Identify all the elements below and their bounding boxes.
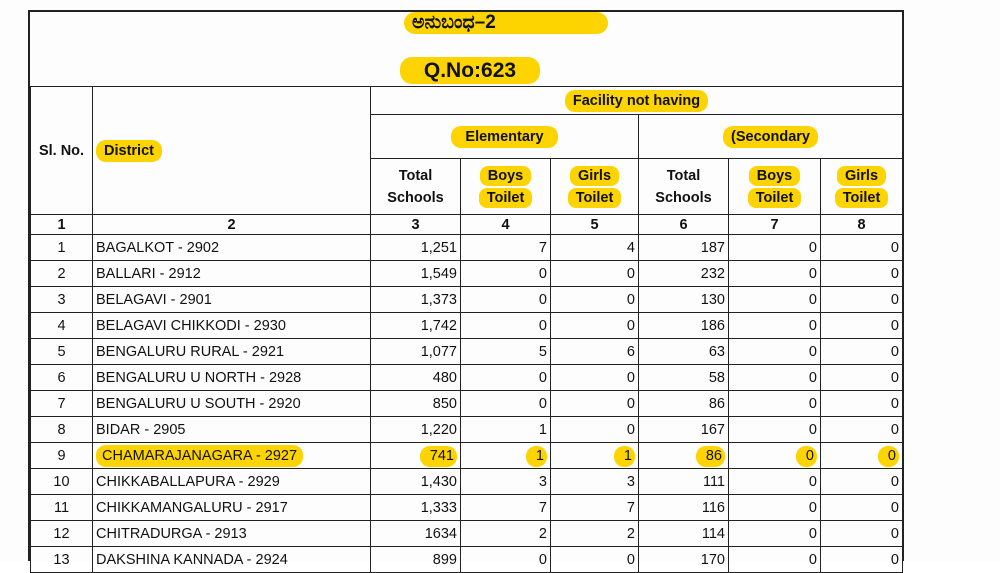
cell-district-value: BALLARI - 2912 [96,265,201,282]
cell-el-total-value: 1,742 [420,317,457,334]
cell-el-total-value: 1,251 [420,239,457,256]
cell-sec-girls [821,339,903,365]
cell-sec-total [639,313,729,339]
cell-sec-girls-value: 0 [890,265,899,282]
cell-sl [31,495,93,521]
cell-el-total-value: 1,333 [420,499,457,516]
cell-el-boys [461,287,551,313]
cell-sec-boys-value: 0 [808,551,817,568]
col-number-5: 5 [551,215,639,235]
cell-sec-boys-value: 0 [808,265,817,282]
table-row [31,547,903,573]
cell-el-total [371,495,461,521]
cell-sl-value: 2 [57,265,66,282]
cell-sl [31,339,93,365]
cell-district [93,443,371,469]
header-el-girls [551,159,639,215]
cell-el-total-value: 1,430 [420,473,457,490]
cell-sec-boys-value: 0 [808,473,817,490]
col-number-3: 3 [371,215,461,235]
cell-el-girls-value: 1 [614,446,635,467]
cell-sl [31,443,93,469]
cell-el-total [371,469,461,495]
cell-el-boys-value: 0 [538,369,547,386]
cell-district-value: CHIKKABALLAPURA - 2929 [96,473,280,490]
header-elementary-label: Elementary [451,126,557,148]
cell-district [93,521,371,547]
cell-el-girls-value: 0 [626,265,635,282]
cell-el-total [371,261,461,287]
cell-district-value: CHAMARAJANAGARA - 2927 [96,445,303,467]
cell-el-girls [551,443,639,469]
cell-sec-boys [729,261,821,287]
cell-el-girls [551,287,639,313]
cell-sec-boys-value: 0 [808,395,817,412]
cell-sl [31,235,93,261]
cell-sec-boys-value: 0 [808,421,817,438]
cell-sl-value: 7 [57,395,66,412]
cell-sec-girls-value: 0 [890,369,899,386]
table-row [31,417,903,443]
cell-el-boys [461,469,551,495]
cell-sec-total-value: 58 [708,369,725,386]
cell-sec-boys [729,417,821,443]
cell-district [93,339,371,365]
cell-sl-value: 4 [57,317,66,334]
cell-el-total [371,391,461,417]
col-number-4: 4 [461,215,551,235]
cell-el-girls [551,417,639,443]
cell-sl-value: 3 [57,291,66,308]
cell-el-total [371,547,461,573]
cell-sec-girls-value: 0 [890,395,899,412]
cell-sec-total [639,495,729,521]
cell-el-total [371,287,461,313]
cell-sec-total-value: 167 [700,421,725,438]
cell-sl [31,547,93,573]
cell-sec-total-value: 186 [700,317,725,334]
cell-el-boys [461,235,551,261]
cell-sec-boys [729,391,821,417]
cell-sec-girls [821,547,903,573]
cell-el-girls-value: 0 [626,421,635,438]
header-sec-girls-line1: Girls [837,166,886,186]
cell-sec-girls [821,365,903,391]
cell-el-boys-value: 1 [526,446,547,467]
cell-district [93,495,371,521]
table-row [31,365,903,391]
cell-el-total [371,521,461,547]
cell-sec-boys-value: 0 [808,369,817,386]
cell-district-value: BAGALKOT - 2902 [96,239,220,256]
cell-el-girls [551,391,639,417]
cell-el-boys [461,521,551,547]
cell-sec-boys-value: 0 [808,291,817,308]
cell-el-boys [461,547,551,573]
cell-sec-girls-value: 0 [890,421,899,438]
cell-sec-total-value: 187 [700,239,725,256]
cell-el-girls [551,547,639,573]
cell-sec-total-value: 114 [701,525,725,542]
cell-sl-value: 10 [53,473,70,490]
cell-sec-girls-value: 0 [890,343,899,360]
facility-table [30,86,903,573]
cell-el-total [371,443,461,469]
cell-el-girls-value: 2 [626,525,635,542]
cell-district-value: BELAGAVI CHIKKODI - 2930 [96,317,286,334]
cell-district-value: BELAGAVI - 2901 [96,291,212,308]
cell-sl [31,469,93,495]
cell-sl [31,391,93,417]
cell-sec-total [639,339,729,365]
cell-sl [31,365,93,391]
cell-sec-total [639,365,729,391]
table-row [31,495,903,521]
table-row [31,313,903,339]
cell-sec-girls-value: 0 [890,499,899,516]
cell-sec-boys-value: 0 [796,446,817,467]
cell-el-girls [551,469,639,495]
header-el-boys-line2: Toilet [479,188,533,208]
table-row [31,521,903,547]
cell-sl-value: 5 [57,343,66,360]
cell-el-total-value: 850 [432,395,457,412]
header-secondary [639,115,903,159]
header-sec-total-line2: Schools [655,189,712,206]
cell-sec-boys [729,443,821,469]
cell-el-total-value: 1,220 [420,421,457,438]
cell-el-boys-value: 0 [538,395,547,412]
cell-sec-total [639,261,729,287]
cell-sec-total [639,391,729,417]
col-number-8: 8 [821,215,903,235]
cell-district [93,547,371,573]
cell-el-girls-value: 0 [626,317,635,334]
cell-sec-boys [729,339,821,365]
cell-sec-girls [821,417,903,443]
cell-el-total-value: 1,077 [420,343,457,360]
header-sec-total-line1: Total [666,167,701,184]
cell-sec-girls-value: 0 [890,525,899,542]
header-facility-label: Facility not having [565,90,708,112]
header-sec-total [639,159,729,215]
cell-sec-girls-value: 0 [890,291,899,308]
cell-sec-total [639,469,729,495]
cell-sec-boys [729,313,821,339]
cell-el-girls [551,521,639,547]
cell-sec-boys [729,365,821,391]
cell-sec-girls-value: 0 [890,551,899,568]
cell-sl [31,287,93,313]
cell-el-boys-value: 0 [538,291,547,308]
cell-sec-girls [821,443,903,469]
cell-sec-girls-value: 0 [890,317,899,334]
cell-sec-total-value: 86 [696,446,725,467]
cell-el-total-value: 1634 [424,525,457,542]
header-district [93,87,371,215]
cell-el-girls [551,235,639,261]
cell-district [93,365,371,391]
cell-el-boys-value: 7 [538,499,547,516]
table-row [31,235,903,261]
header-sec-boys [729,159,821,215]
header-secondary-label: (Secondary [723,126,818,148]
cell-el-girls [551,365,639,391]
cell-sec-boys-value: 0 [808,525,817,542]
cell-district-value: BIDAR - 2905 [96,421,186,438]
cell-el-total [371,339,461,365]
cell-sec-girls-value: 0 [890,239,899,256]
cell-district [93,391,371,417]
cell-el-boys [461,339,551,365]
header-el-boys-line1: Boys [480,166,531,186]
header-facility [371,87,903,115]
cell-el-boys [461,417,551,443]
cell-sec-total [639,547,729,573]
cell-sec-total [639,521,729,547]
header-sl-no: Sl. No. [31,87,93,215]
cell-sec-total-value: 130 [700,291,725,308]
cell-sec-girls [821,261,903,287]
header-district-label: District [96,140,162,162]
cell-sec-total [639,235,729,261]
cell-sec-girls [821,391,903,417]
cell-sec-boys-value: 0 [808,343,817,360]
cell-el-girls [551,339,639,365]
cell-sec-boys [729,287,821,313]
table-row [31,443,903,469]
cell-el-total-value: 1,549 [420,265,457,282]
header-el-total [371,159,461,215]
header-el-girls-line2: Toilet [568,188,622,208]
cell-sec-girls-value: 0 [890,473,899,490]
cell-el-boys [461,443,551,469]
cell-sec-boys [729,235,821,261]
header-sec-girls [821,159,903,215]
cell-el-boys-value: 1 [538,421,547,438]
cell-district-value: CHIKKAMANGALURU - 2917 [96,499,288,516]
cell-sl-value: 1 [57,239,66,256]
cell-el-boys [461,313,551,339]
cell-el-boys [461,495,551,521]
header-el-total-line2: Schools [387,189,444,206]
table-row [31,261,903,287]
cell-sec-girls [821,495,903,521]
cell-el-total-value: 741 [420,446,457,467]
cell-sec-total-value: 111 [702,473,725,490]
table-row [31,339,903,365]
cell-sl [31,261,93,287]
cell-el-total [371,313,461,339]
cell-el-boys-value: 0 [538,551,547,568]
cell-sec-boys-value: 0 [808,499,817,516]
cell-district [93,261,371,287]
cell-sec-boys [729,495,821,521]
cell-el-girls-value: 0 [626,291,635,308]
cell-sl [31,313,93,339]
cell-sl-value: 9 [57,447,66,464]
cell-el-girls [551,313,639,339]
cell-sec-total [639,417,729,443]
cell-el-girls-value: 7 [626,499,635,516]
header-sec-boys-line1: Boys [749,166,800,186]
cell-el-total [371,417,461,443]
cell-sec-total-value: 116 [701,499,725,516]
cell-el-total [371,235,461,261]
cell-el-boys-value: 2 [538,525,547,542]
cell-sl [31,521,93,547]
cell-district-value: BENGALURU U SOUTH - 2920 [96,395,301,412]
cell-sl-value: 6 [57,369,66,386]
cell-el-boys-value: 0 [538,317,547,334]
cell-sec-girls-value: 0 [878,446,899,467]
cell-el-girls [551,261,639,287]
cell-district [93,469,371,495]
header-sec-boys-line2: Toilet [748,188,802,208]
cell-sec-boys-value: 0 [808,317,817,334]
cell-sec-girls [821,313,903,339]
cell-sl [31,417,93,443]
cell-sec-total-value: 232 [700,265,725,282]
cell-el-boys [461,261,551,287]
cell-sl-value: 11 [53,499,70,516]
cell-sec-total [639,287,729,313]
header-sec-girls-line2: Toilet [835,188,889,208]
cell-sec-girls [821,521,903,547]
cell-el-boys [461,391,551,417]
header-el-total-line1: Total [398,167,433,184]
cell-el-girls-value: 4 [626,239,635,256]
cell-el-total-value: 899 [432,551,457,568]
table-body [31,235,903,573]
cell-district [93,287,371,313]
cell-sec-total-value: 63 [708,343,725,360]
cell-district-value: DAKSHINA KANNADA - 2924 [96,551,288,568]
cell-district [93,313,371,339]
table-row [31,287,903,313]
cell-el-girls-value: 6 [626,343,635,360]
header-el-boys [461,159,551,215]
cell-sec-girls [821,235,903,261]
question-number: Q.No:623 [400,57,540,84]
cell-sl-value: 12 [53,525,70,542]
cell-el-total-value: 480 [432,369,457,386]
cell-el-girls-value: 0 [626,395,635,412]
cell-district [93,235,371,261]
annex-title: ಅನುಬಂಧ–2 [404,12,608,34]
cell-el-boys-value: 7 [538,239,547,256]
cell-el-boys-value: 3 [538,473,547,490]
cell-sec-girls [821,469,903,495]
header-el-girls-line1: Girls [570,166,619,186]
cell-sl-value: 13 [53,551,70,568]
cell-el-girls-value: 3 [626,473,635,490]
cell-district-value: CHITRADURGA - 2913 [96,525,247,542]
cell-el-boys [461,365,551,391]
cell-sec-girls [821,287,903,313]
cell-sec-boys [729,469,821,495]
cell-sec-total [639,443,729,469]
cell-el-total [371,365,461,391]
col-number-6: 6 [639,215,729,235]
cell-el-boys-value: 0 [538,265,547,282]
table-row [31,391,903,417]
cell-sec-boys [729,547,821,573]
cell-sl-value: 8 [57,421,66,438]
table-row [31,469,903,495]
col-number-1: 1 [31,215,93,235]
col-number-7: 7 [729,215,821,235]
col-number-2: 2 [93,215,371,235]
cell-el-girls-value: 0 [626,551,635,568]
cell-sec-boys-value: 0 [808,239,817,256]
cell-sec-boys [729,521,821,547]
cell-el-girls-value: 0 [626,369,635,386]
cell-sec-total-value: 170 [700,551,725,568]
cell-el-boys-value: 5 [538,343,547,360]
header-elementary [371,115,639,159]
cell-sec-total-value: 86 [708,395,725,412]
cell-district-value: BENGALURU U NORTH - 2928 [96,369,302,386]
cell-el-girls [551,495,639,521]
cell-district-value: BENGALURU RURAL - 2921 [96,343,285,360]
cell-el-total-value: 1,373 [420,291,457,308]
cell-district [93,417,371,443]
